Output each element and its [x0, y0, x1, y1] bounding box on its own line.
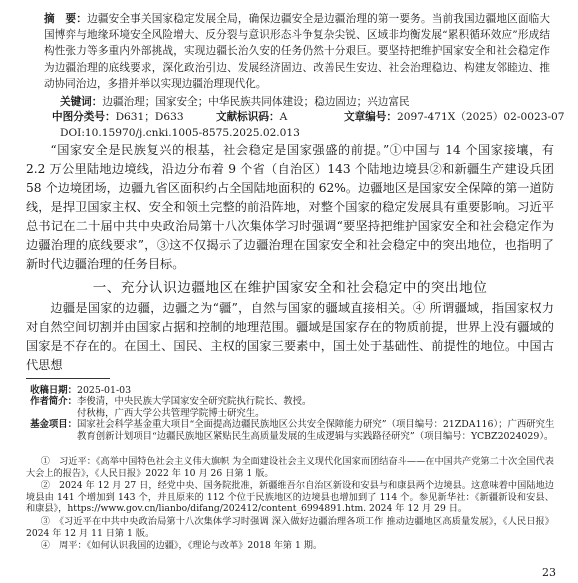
article-info-row: [26, 396, 556, 407]
author-label: 作者简介：: [30, 396, 77, 408]
footnote-1: ① 习近平：《高举中国特色社会主义伟大旗帜 为全面建设社会主义现代化国家而团结奋斗——在中国共产党第二十次全国代表大会上的报告》，《人民日报》2022 年 10 月 26 日第 1 版。: [26, 456, 554, 479]
keywords: [60, 95, 550, 109]
article-info: [26, 385, 556, 442]
footnote-3: ③ 《习近平在中共中央政治局第十八次集体学习时强调 深入做好边疆治理各项工作 推动边疆地区高质量发展》，《人民日报》2024 年 12 月 11 日第 1 版。: [26, 515, 554, 539]
author-2: 付秋梅，广西大学公共管理学院博士研究生。: [77, 407, 265, 419]
article-number-value: 2097-471X（2025）02-0023-07: [396, 111, 565, 123]
keywords-label: 关键词：: [60, 96, 103, 108]
abstract-block: [44, 11, 550, 92]
footnote-divider: [26, 378, 110, 379]
abstract-label: 摘 要：: [44, 13, 88, 25]
author-1: 李俊清，中央民族大学国家安全研究院执行院长、教授。: [77, 396, 312, 408]
fund-label: 基金项目：: [30, 419, 77, 431]
page-number: 23: [542, 566, 556, 579]
fund-value: 国家社会科学基金重大项目“全面提高边疆民族地区公共安全保障能力研究”（项目编号：21ZDA116）；广西研究生教育创新计划项目“边疆民族地区紧贴民生高质量发展的生成逻辑与实践路径研究”（项目编号：YCBZ2024029）。: [77, 419, 555, 442]
keywords-text: 边疆治理；国家安全；中华民族共同体建设；稳边固边；兴边富民: [102, 96, 410, 108]
article-info-row: [26, 385, 556, 396]
section-paragraph: 边疆是国家的边疆，边疆之为“疆”，自然与国家的疆域直接相关。④ 所谓疆域，指国家权力对自然空间切割并由国家占据和控制的地理范围。疆域是国家存在的物质前提，世界上没有疆域的国家是不存在的。在国土、国民、主权的国家三要素中，国土处于基础性、前提性的地位。中国古代思想: [26, 301, 554, 372]
doi: DOI:10.15970/j.cnki.1005-8575.2025.02.013: [60, 127, 300, 139]
doc-code-value: A: [279, 111, 288, 123]
author-label-empty: [26, 408, 77, 419]
received-label: 收稿日期：: [30, 385, 77, 396]
abstract-text: 边疆安全事关国家稳定发展全局，确保边疆安全是边疆治理的第一要务。当前我国边疆地区面临大国博弈与地缘环境安全风险增大、反分裂与意识形态斗争复杂尖锐、区域非均衡发展“累积循环效应”形成结构性张力等多重内外部挑战，实现边疆长治久安的任务仍然十分艰巨。要坚持把维护国家安全和社会稳定作为边疆治理的底线要求，深化政治引边、发展经济固边、改善民生安边、社会治理稳边、构建友邻睦边、推动协同治边，多措并举以实现边疆治理现代化。: [44, 13, 551, 90]
article-info-row: [26, 419, 556, 442]
clc-label: 中图分类号：: [52, 111, 116, 123]
section-heading: 一、充分认识边疆地区在维护国家安全和社会稳定中的突出地位: [92, 280, 488, 296]
footnote-4: ④ 周平：《如何认识我国的边疆》，《理论与改革》2018 年第 1 期。: [40, 540, 323, 552]
doc-code-label: 文献标识码：: [216, 111, 280, 123]
classification-meta: [52, 110, 565, 125]
abstract: [44, 11, 550, 92]
footnote-2: ② 2024 年 12 月 27 日，经党中央、国务院批准，新疆维吾尔自治区新设和安县与和康县两个边境县。这意味着中国陆地边境县由 141 个增加到 143 个，并且原来的 112 个位于民族地区的边境县也增加到了 114 个。参见新华社：《新疆新设和安县、和康县》，https://www.gov.cn/lianbo/difang/202412/content_6994891.htm. 2024 年 12 月 29 日。: [26, 480, 554, 515]
intro-paragraph: “国家安全是民族复兴的根基，社会稳定是国家强盛的前提。”①中国与 14 个国家接壤，有 2.2 万公里陆地边境线，沿边分布着 9 个省（自治区）143 个陆地边境县②和新疆生产建设兵团 58 个边境团场，边疆九省区面积约占全国陆地面积的 62%。边疆地区是国家安全保障的第一道防线，是捍卫国家主权、安全和领土完整的前沿阵地，对整个国家的稳定发展具有重要影响。习近平总书记在二十届中共中央政治局第十八次集体学习时强调“要坚持把维护国家安全和社会稳定作为边疆治理的底线要求”，③这不仅揭示了边疆治理在国家安全和社会稳定中的突出地位，也指明了新时代边疆治理的任务目标。: [26, 143, 554, 271]
clc-value: D631；D633: [115, 111, 184, 123]
article-number-label: 文章编号：: [344, 111, 397, 123]
article-info-row: [26, 408, 556, 419]
footnotes: [26, 456, 554, 553]
received-value: 2025-01-03: [77, 385, 132, 396]
